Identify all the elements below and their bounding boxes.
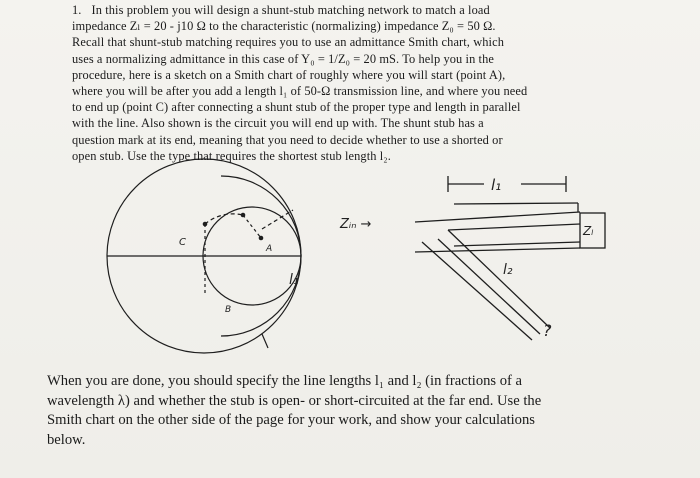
problem-line: to end up (point C) after connecting a shunt stub of the proper type and length in parallel — [72, 100, 521, 115]
smith-chart-sketch — [107, 159, 301, 353]
problem-line: where you will be after you add a length l₁ of 50-Ω transmission line, and where you need — [72, 84, 528, 99]
stub-end-question-mark: ? — [543, 321, 552, 340]
point-a-label: A — [266, 244, 273, 254]
l1-tick — [262, 334, 268, 348]
l1-arc-label: l₁ — [289, 272, 299, 288]
instructions-line: When you are done, you should specify the line lengths l₁ and l₂ (in fractions of a — [47, 373, 523, 389]
dashed-swr-arc — [205, 214, 243, 224]
point-a-dot — [259, 236, 264, 241]
stub-conductor-mid — [438, 239, 540, 334]
point-b-label: B — [225, 305, 232, 315]
load-label: Zₗ — [583, 224, 594, 238]
z-in-label: Zᵢₙ → — [340, 217, 372, 232]
point-c-label: C — [179, 237, 186, 248]
circuit-labels — [339, 176, 593, 340]
problem-line: Recall that shunt-stub matching requires you to use an admittance Smith chart, which — [72, 35, 504, 50]
circuit-sketch — [415, 176, 605, 340]
smith-reactance-arc-lower — [221, 256, 301, 336]
problem-line: question mark at its end, meaning that you need to decide whether to use a shorted or — [72, 132, 503, 147]
stub-conductor-outer — [422, 242, 532, 340]
problem-line: impedance Zₗ = 20 - j10 Ω to the characteristic (normalizing) impedance Z₀ = 50 Ω. — [72, 19, 496, 34]
line-conductor-bottom — [415, 248, 580, 252]
instructions-text — [47, 372, 647, 450]
instructions-line: Smith chart on the other side of the page for your work, and show your calculations — [47, 412, 535, 428]
problem-line: procedure, here is a sketch on a Smith chart of roughly where you will start (point A), — [72, 67, 506, 82]
problem-line: 1. In this problem you will design a shunt-stub matching network to match a load — [72, 3, 490, 17]
line-conductor-top-inner — [448, 224, 580, 230]
dashed-guide — [262, 210, 293, 229]
line-conductor-bottom-inner — [454, 242, 580, 246]
point-b-dot — [241, 213, 246, 218]
l2-label: l₂ — [503, 262, 513, 278]
smith-markers — [179, 213, 299, 315]
problem-number: 1. — [72, 3, 82, 17]
problem-line: open stub. Use the type that requires the shortest stub length l₂. — [72, 148, 391, 163]
line-conductor-top — [415, 212, 580, 222]
line-top-edge — [454, 203, 578, 204]
dashed-line-to-a — [243, 215, 261, 238]
instructions-line: below. — [47, 431, 86, 448]
l1-dimension-label: l₁ — [491, 176, 502, 194]
instructions-line: wavelength λ) and whether the stub is open- or short-circuited at the far end. Use the — [47, 392, 542, 409]
problem-line: uses a normalizing admittance in this case of Y₀ = 1/Z₀ = 20 mS. To help you in the — [72, 51, 494, 66]
point-c-dot — [203, 222, 208, 227]
smith-reactance-arc-upper — [221, 176, 301, 256]
problem-line: with the line. Also shown is the circuit you will end up with. The shunt stub has a — [72, 116, 484, 131]
